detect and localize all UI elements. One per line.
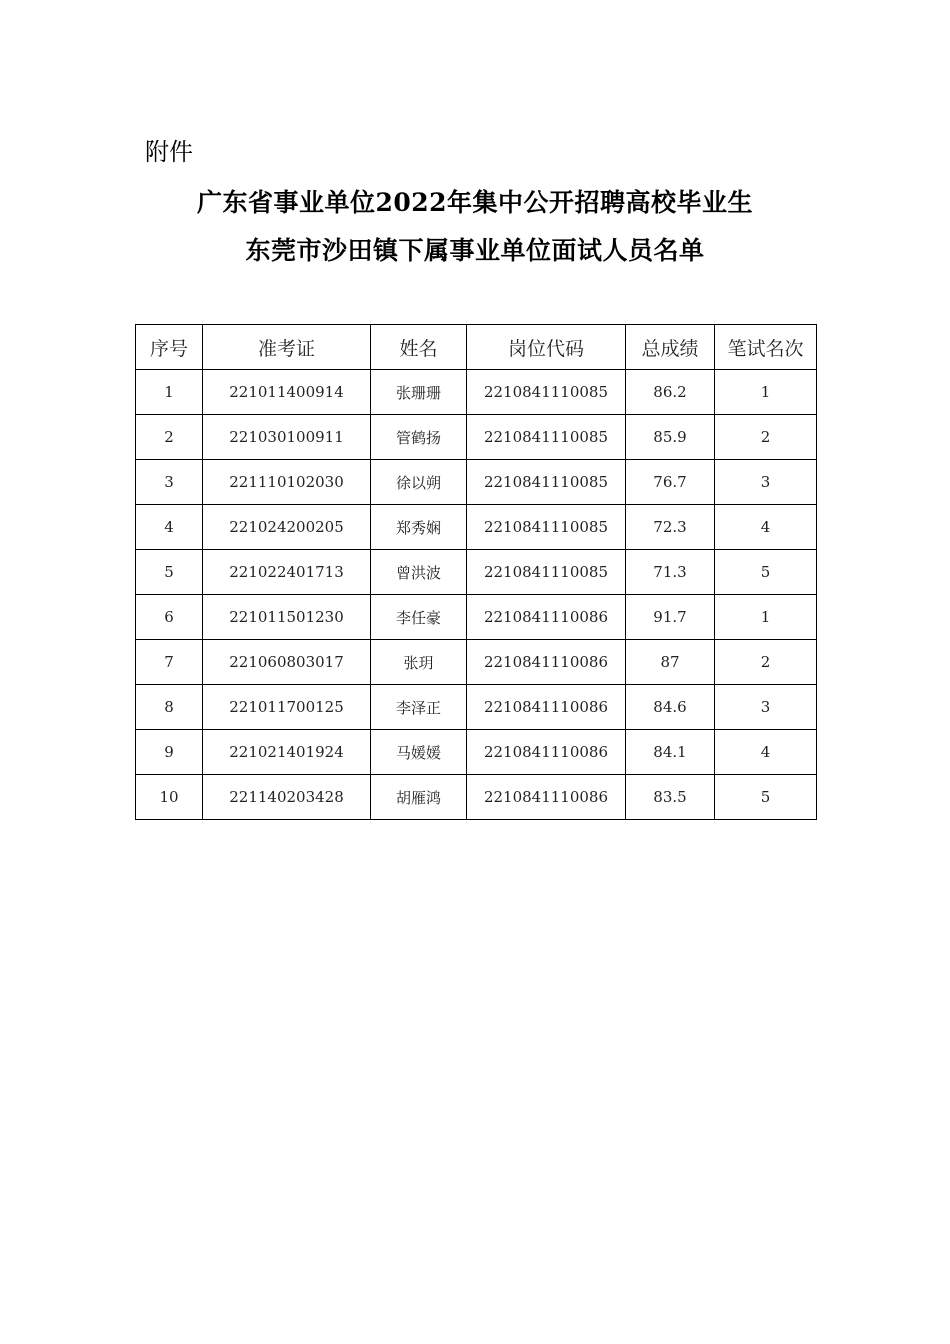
candidate-table [135,324,817,820]
cell-written-rank: 1 [715,370,817,415]
cell-exam-id: 221011501230 [203,595,371,640]
cell-written-rank: 3 [715,685,817,730]
cell-total-score: 71.3 [626,550,715,595]
cell-written-rank: 1 [715,595,817,640]
header-exam-id: 准考证 [203,325,371,370]
cell-name: 李任豪 [371,595,467,640]
cell-exam-id: 221030100911 [203,415,371,460]
header-name: 姓名 [371,325,467,370]
table-row [136,415,817,460]
title-line-1: 广东省事业单位2022年集中公开招聘高校毕业生 [196,188,754,217]
cell-total-score: 86.2 [626,370,715,415]
cell-name: 李泽正 [371,685,467,730]
cell-name: 徐以朔 [371,460,467,505]
cell-total-score: 85.9 [626,415,715,460]
table-row [136,505,817,550]
cell-name: 张珊珊 [371,370,467,415]
cell-index: 7 [136,640,203,685]
cell-index: 5 [136,550,203,595]
cell-position-code: 2210841110085 [467,505,626,550]
table-row [136,685,817,730]
cell-written-rank: 4 [715,730,817,775]
table-row [136,730,817,775]
cell-position-code: 2210841110086 [467,730,626,775]
attachment-label: 附件 [145,138,193,166]
cell-position-code: 2210841110086 [467,775,626,820]
cell-name: 郑秀娴 [371,505,467,550]
cell-index: 8 [136,685,203,730]
cell-written-rank: 2 [715,640,817,685]
cell-index: 10 [136,775,203,820]
header-index: 序号 [136,325,203,370]
cell-exam-id: 221060803017 [203,640,371,685]
table-row [136,460,817,505]
cell-written-rank: 3 [715,460,817,505]
header-total-score: 总成绩 [626,325,715,370]
table-row [136,640,817,685]
cell-exam-id: 221021401924 [203,730,371,775]
cell-written-rank: 4 [715,505,817,550]
cell-total-score: 84.1 [626,730,715,775]
cell-name: 马媛媛 [371,730,467,775]
table-header-row [136,325,817,370]
cell-total-score: 84.6 [626,685,715,730]
cell-exam-id: 221140203428 [203,775,371,820]
table-body [136,370,817,820]
cell-position-code: 2210841110086 [467,595,626,640]
cell-exam-id: 221011700125 [203,685,371,730]
cell-total-score: 76.7 [626,460,715,505]
cell-written-rank: 2 [715,415,817,460]
cell-exam-id: 221024200205 [203,505,371,550]
cell-total-score: 91.7 [626,595,715,640]
cell-index: 6 [136,595,203,640]
cell-position-code: 2210841110085 [467,415,626,460]
cell-position-code: 2210841110086 [467,640,626,685]
header-position-code: 岗位代码 [467,325,626,370]
cell-index: 4 [136,505,203,550]
header-written-rank: 笔试名次 [715,325,817,370]
title-line-2: 东莞市沙田镇下属事业单位面试人员名单 [245,236,705,265]
table-row [136,550,817,595]
cell-exam-id: 221011400914 [203,370,371,415]
cell-name: 曾洪波 [371,550,467,595]
cell-total-score: 72.3 [626,505,715,550]
cell-position-code: 2210841110085 [467,460,626,505]
cell-name: 张玥 [371,640,467,685]
cell-name: 胡雁鸿 [371,775,467,820]
cell-index: 2 [136,415,203,460]
cell-exam-id: 221110102030 [203,460,371,505]
table-row [136,595,817,640]
cell-position-code: 2210841110085 [467,370,626,415]
table-row [136,370,817,415]
cell-index: 9 [136,730,203,775]
cell-index: 1 [136,370,203,415]
cell-written-rank: 5 [715,550,817,595]
cell-name: 管鹤扬 [371,415,467,460]
cell-position-code: 2210841110085 [467,550,626,595]
cell-total-score: 87 [626,640,715,685]
cell-written-rank: 5 [715,775,817,820]
cell-position-code: 2210841110086 [467,685,626,730]
cell-index: 3 [136,460,203,505]
cell-exam-id: 221022401713 [203,550,371,595]
cell-total-score: 83.5 [626,775,715,820]
table-row [136,775,817,820]
